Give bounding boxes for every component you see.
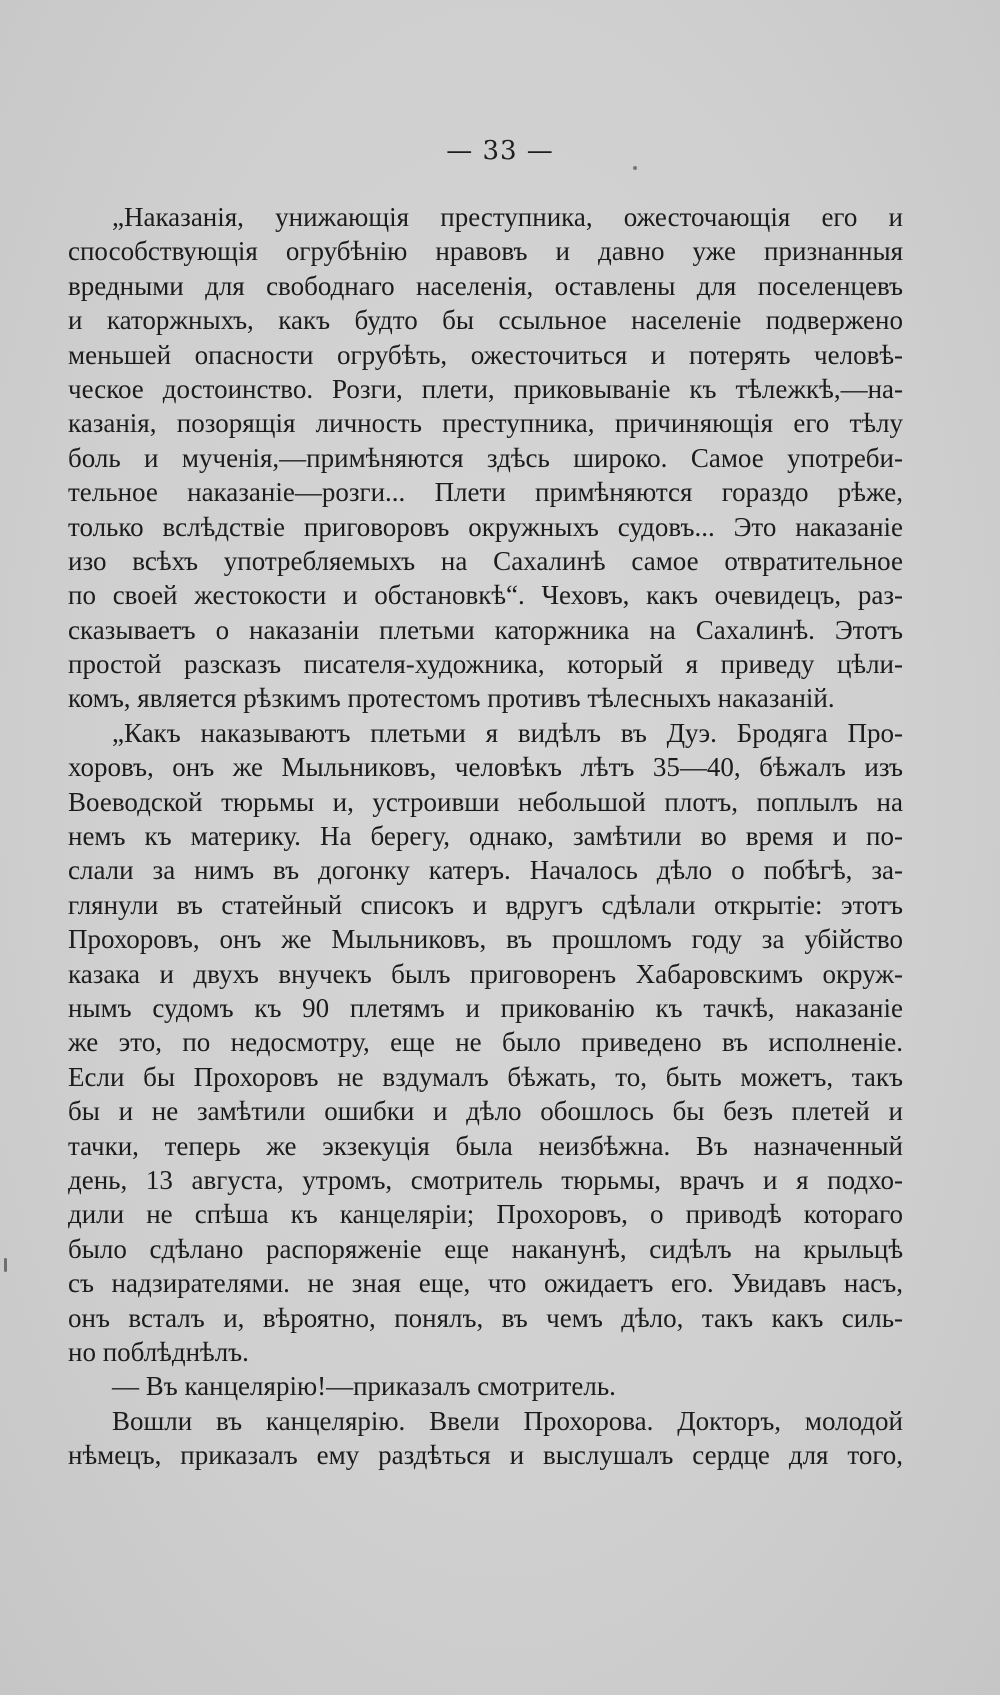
text-line: простой разсказъ писателя-художника, который я приведу цѣли-: [68, 649, 903, 680]
page-number: — 33 —: [446, 136, 554, 166]
text-line: казака и двухъ внучекъ былъ приговоренъ Хабаровскимъ окруж-: [68, 958, 903, 989]
text-line: нѣмецъ, приказалъ ему раздѣться и выслушалъ сердце для того,: [68, 1440, 903, 1471]
text-line: Воеводской тюрьмы и, устроивши небольшой плотъ, поплылъ на: [68, 786, 903, 817]
text-line: сказываетъ о наказаніи плетьми каторжника на Сахалинѣ. Этотъ: [68, 614, 903, 645]
paper-speck: [4, 1258, 7, 1272]
text-line: только вслѣдствіе приговоровъ окружныхъ судовъ... Это наказаніе: [68, 511, 903, 542]
text-line: „Какъ наказываютъ плетьми я видѣлъ въ Дуэ. Бродяга Про-: [112, 717, 903, 748]
text-line: тачки, теперь же экзекуція была неизбѣжна. Въ назначенный: [68, 1130, 903, 1161]
text-line: хоровъ, онъ же Мыльниковъ, человѣкъ лѣтъ 35—40, бѣжалъ изъ: [68, 752, 903, 783]
text-line: бы и не замѣтили ошибки и дѣло обошлось бы безъ плетей и: [68, 1096, 903, 1127]
text-line: нымъ судомъ къ 90 плетямъ и прикованію къ тачкѣ, наказаніе: [68, 992, 903, 1023]
text-line: Прохоровъ, онъ же Мыльниковъ, въ прошломъ году за убійство: [68, 924, 903, 955]
body-text: [68, 200, 903, 1472]
text-line: онъ всталъ и, вѣроятно, понялъ, въ чемъ дѣло, такъ какъ силь-: [68, 1302, 903, 1333]
text-line: Если бы Прохоровъ не вздумалъ бѣжать, то, быть можетъ, такъ: [68, 1061, 903, 1092]
text-line: же это, по недосмотру, еще не было приведено въ исполненіе.: [68, 1027, 903, 1058]
text-line: вредными для свободнаго населенія, оставлены для поселенцевъ: [68, 270, 903, 301]
text-line: глянули въ статейный списокъ и вдругъ сдѣлали открытіе: этотъ: [68, 889, 903, 920]
text-line: — Въ канцелярію!—приказалъ смотритель.: [112, 1371, 616, 1402]
text-line: изо всѣхъ употребляемыхъ на Сахалинѣ самое отвратительное: [68, 545, 903, 576]
text-line: Вошли въ канцелярію. Ввели Прохорова. Докторъ, молодой: [112, 1405, 903, 1436]
text-line: тельное наказаніе—розги... Плети примѣняются гораздо рѣже,: [68, 477, 903, 508]
text-line: казанія, позорящія личность преступника, причиняющія его тѣлу: [68, 408, 903, 439]
text-line: дили не спѣша къ канцеляріи; Прохоровъ, о приводѣ котораго: [68, 1199, 903, 1230]
text-line: меньшей опасности огрубѣть, ожесточиться и потерять человѣ-: [68, 339, 903, 370]
text-line: было сдѣлано распоряженіе еще наканунѣ, сидѣлъ на крыльцѣ: [68, 1233, 903, 1264]
text-line: слали за нимъ въ догонку катеръ. Началось дѣло о побѣгѣ, за-: [68, 855, 903, 886]
text-line: комъ, является рѣзкимъ протестомъ противъ тѣлесныхъ наказаній.: [68, 683, 835, 714]
text-line: немъ къ материку. На берегу, однако, замѣтили во время и по-: [68, 821, 903, 852]
text-line: съ надзирателями. не зная еще, что ожидаетъ его. Увидавъ насъ,: [68, 1268, 903, 1299]
text-line: и каторжныхъ, какъ будто бы ссыльное населеніе подвержено: [68, 305, 903, 336]
text-line: но поблѣднѣлъ.: [68, 1336, 249, 1367]
text-line: „Наказанія, унижающія преступника, ожесточающія его и: [112, 202, 903, 232]
text-line: ческое достоинство. Розги, плети, приковываніе къ тѣлежкѣ,—на-: [68, 373, 903, 404]
text-line: по своей жестокости и обстановкѣ“. Чеховъ, какъ очевидецъ, раз-: [68, 580, 903, 611]
text-line: способствующія огрубѣнію нравовъ и давно уже признанныя: [68, 236, 903, 267]
text-line: день, 13 августа, утромъ, смотритель тюрьмы, врачъ и я подхо-: [68, 1164, 903, 1195]
paper-speck: [633, 166, 637, 170]
text-line: боль и мученія,—примѣняются здѣсь широко. Самое употреби-: [68, 442, 903, 473]
